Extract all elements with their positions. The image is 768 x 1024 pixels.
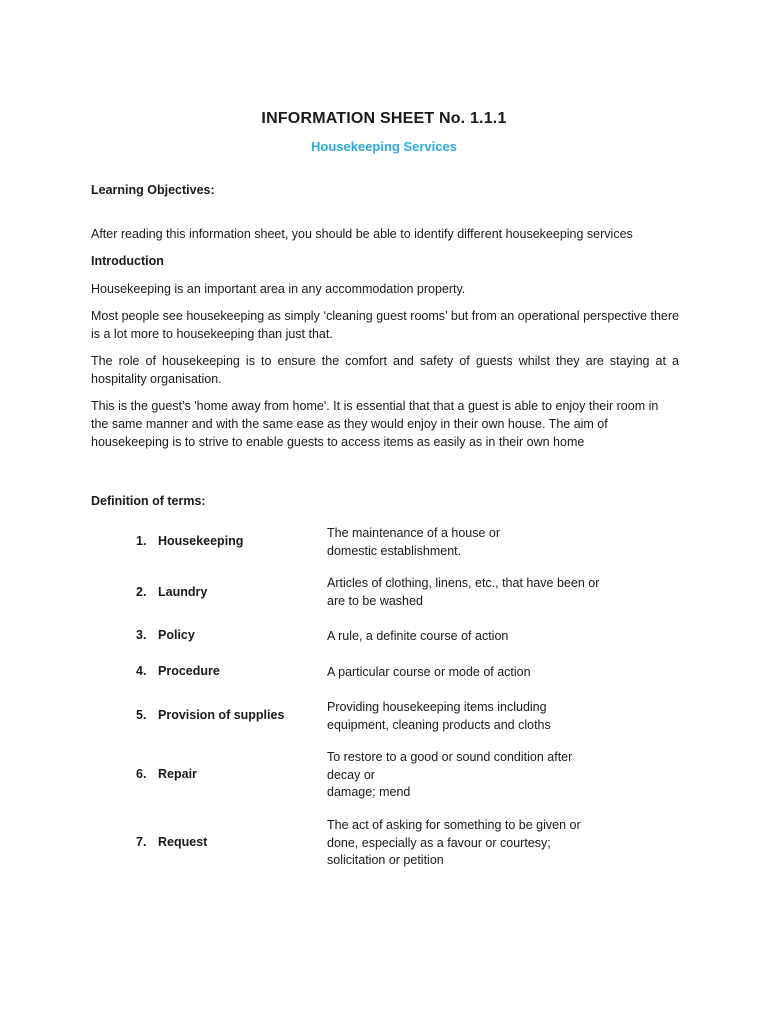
term-name: Repair	[158, 767, 197, 781]
objectives-heading: Learning Objectives:	[91, 183, 215, 197]
objectives-text: After reading this information sheet, you should be able to identify different housekeeping services	[91, 227, 633, 241]
page-title: INFORMATION SHEET No. 1.1.1	[261, 110, 507, 127]
definitions-heading: Definition of terms:	[91, 494, 206, 508]
term-definition	[327, 664, 617, 682]
term-name: Policy	[158, 628, 195, 642]
definition-line: are to be washed	[327, 593, 423, 608]
term-definition	[327, 749, 617, 802]
term-name: Laundry	[158, 585, 208, 599]
intro-paragraph-4: This is the guest’s 'home away from home'. It is essential that that a guest is able to enjoy their room in the same manner and with the same ease as they would enjoy in their own house. The aim of housekeeping is to strive to enable guests to access items as easily as in their own home	[91, 399, 659, 449]
definition-line: done, especially as a favour or courtesy;	[327, 835, 551, 850]
definition-line: equipment, cleaning products and cloths	[327, 717, 551, 732]
definition-line: Providing housekeeping items including	[327, 700, 547, 714]
definition-line: To restore to a good or sound condition after	[327, 750, 573, 764]
definition-line: damage; mend	[327, 785, 411, 799]
intro-paragraph-1: Housekeeping is an important area in any accommodation property.	[91, 282, 466, 296]
term-number: 4.	[136, 664, 147, 678]
term-name: Housekeeping	[158, 534, 244, 548]
definition-line: decay or	[327, 767, 375, 782]
page-subtitle: Housekeeping Services	[311, 139, 457, 154]
term-number: 7.	[136, 835, 147, 849]
term-number: 5.	[136, 708, 147, 722]
intro-paragraph-3: The role of housekeeping is to ensure the comfort and safety of guests whilst they are staying at a hospitality organisation.	[91, 354, 679, 386]
term-number: 6.	[136, 767, 147, 781]
term-number: 2.	[136, 585, 147, 599]
term-name: Request	[158, 835, 208, 849]
definition-line: A particular course or mode of action	[327, 665, 531, 679]
term-definition	[327, 817, 617, 870]
term-definition	[327, 628, 617, 646]
definition-line: Articles of clothing, linens, etc., that have been or	[327, 576, 600, 590]
intro-paragraph-2: Most people see housekeeping as simply ‘cleaning guest rooms’ but from an operational perspective there is a lot more to housekeeping than just that.	[91, 309, 679, 341]
term-definition	[327, 525, 617, 560]
term-name: Provision of supplies	[158, 708, 285, 722]
definition-line: The act of asking for something to be given or	[327, 818, 581, 832]
definition-line: A rule, a definite course of action	[327, 629, 509, 643]
term-definition	[327, 575, 617, 610]
term-number: 3.	[136, 628, 147, 642]
term-definition	[327, 699, 617, 734]
definition-line: The maintenance of a house or	[327, 526, 501, 540]
definition-line: domestic establishment.	[327, 543, 462, 558]
term-number: 1.	[136, 534, 147, 548]
introduction-heading: Introduction	[91, 254, 164, 268]
term-name: Procedure	[158, 664, 220, 678]
definition-line: solicitation or petition	[327, 853, 444, 867]
